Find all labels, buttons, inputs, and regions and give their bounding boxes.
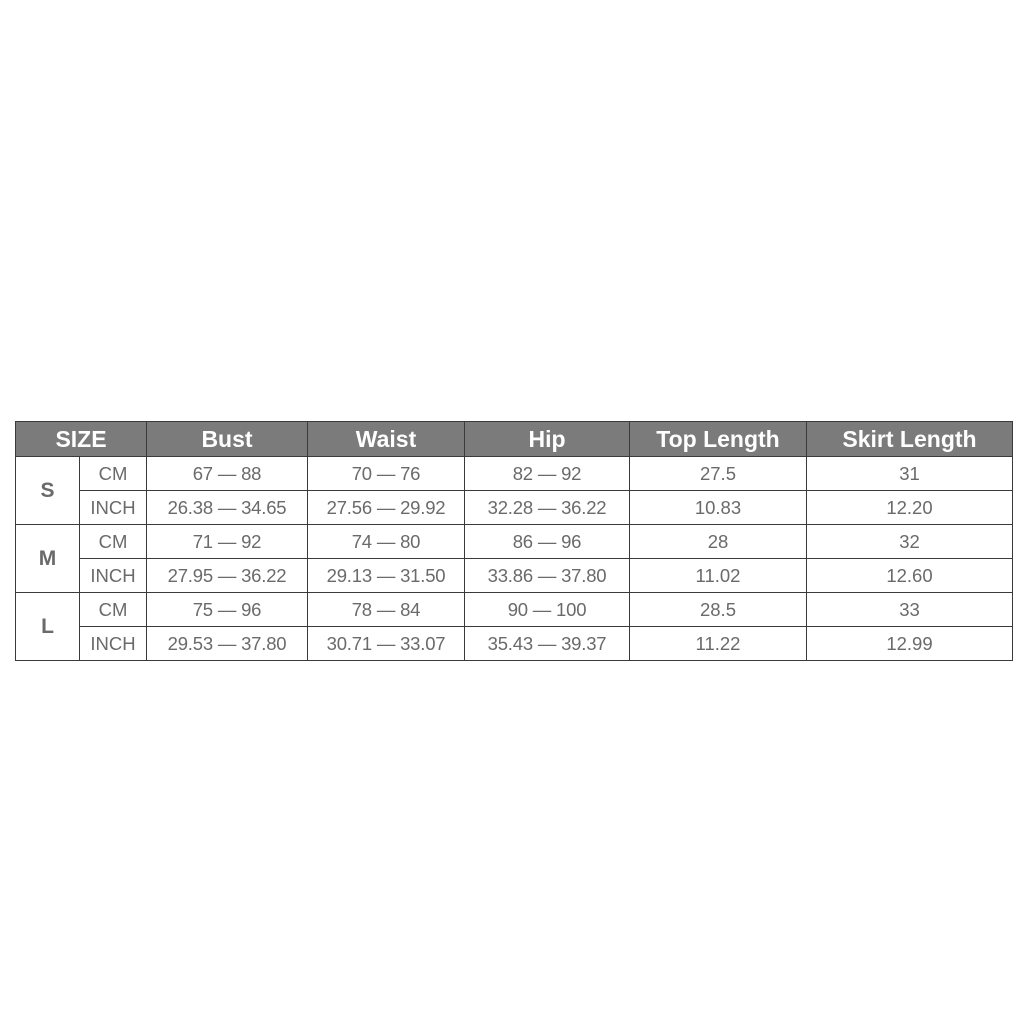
hip-cell: 86 — 96 xyxy=(465,525,630,559)
top-length-cell: 28 xyxy=(630,525,807,559)
bust-cell: 67 — 88 xyxy=(147,457,308,491)
top-length-cell: 28.5 xyxy=(630,593,807,627)
hip-cell: 33.86 — 37.80 xyxy=(465,559,630,593)
skirt-length-cell: 12.60 xyxy=(807,559,1013,593)
top-length-cell: 11.02 xyxy=(630,559,807,593)
header-bust: Bust xyxy=(147,422,308,457)
table-row-s-inch xyxy=(16,491,1013,525)
size-label-s: S xyxy=(16,457,80,525)
unit-label: CM xyxy=(80,525,147,559)
bust-cell: 29.53 — 37.80 xyxy=(147,627,308,661)
unit-label: INCH xyxy=(80,559,147,593)
bust-cell: 27.95 — 36.22 xyxy=(147,559,308,593)
size-label-m: M xyxy=(16,525,80,593)
header-size: SIZE xyxy=(16,422,147,457)
table-row-m-cm xyxy=(16,525,1013,559)
size-chart-table xyxy=(15,421,1013,661)
bust-cell: 75 — 96 xyxy=(147,593,308,627)
top-length-cell: 11.22 xyxy=(630,627,807,661)
table-header xyxy=(16,422,1013,457)
skirt-length-cell: 12.99 xyxy=(807,627,1013,661)
bust-cell: 26.38 — 34.65 xyxy=(147,491,308,525)
skirt-length-cell: 12.20 xyxy=(807,491,1013,525)
header-hip: Hip xyxy=(465,422,630,457)
unit-label: CM xyxy=(80,457,147,491)
bust-cell: 71 — 92 xyxy=(147,525,308,559)
table-row-s-cm xyxy=(16,457,1013,491)
header-top-length: Top Length xyxy=(630,422,807,457)
unit-label: CM xyxy=(80,593,147,627)
skirt-length-cell: 32 xyxy=(807,525,1013,559)
hip-cell: 35.43 — 39.37 xyxy=(465,627,630,661)
skirt-length-cell: 31 xyxy=(807,457,1013,491)
waist-cell: 78 — 84 xyxy=(308,593,465,627)
unit-label: INCH xyxy=(80,491,147,525)
waist-cell: 30.71 — 33.07 xyxy=(308,627,465,661)
hip-cell: 32.28 — 36.22 xyxy=(465,491,630,525)
waist-cell: 29.13 — 31.50 xyxy=(308,559,465,593)
header-waist: Waist xyxy=(308,422,465,457)
table-row-l-inch xyxy=(16,627,1013,661)
waist-cell: 70 — 76 xyxy=(308,457,465,491)
top-length-cell: 27.5 xyxy=(630,457,807,491)
table-body xyxy=(16,457,1013,661)
size-label-l: L xyxy=(16,593,80,661)
hip-cell: 82 — 92 xyxy=(465,457,630,491)
header-skirt-length: Skirt Length xyxy=(807,422,1013,457)
skirt-length-cell: 33 xyxy=(807,593,1013,627)
header-row xyxy=(16,422,1013,457)
table-row-l-cm xyxy=(16,593,1013,627)
table-row-m-inch xyxy=(16,559,1013,593)
waist-cell: 27.56 — 29.92 xyxy=(308,491,465,525)
hip-cell: 90 — 100 xyxy=(465,593,630,627)
waist-cell: 74 — 80 xyxy=(308,525,465,559)
unit-label: INCH xyxy=(80,627,147,661)
top-length-cell: 10.83 xyxy=(630,491,807,525)
